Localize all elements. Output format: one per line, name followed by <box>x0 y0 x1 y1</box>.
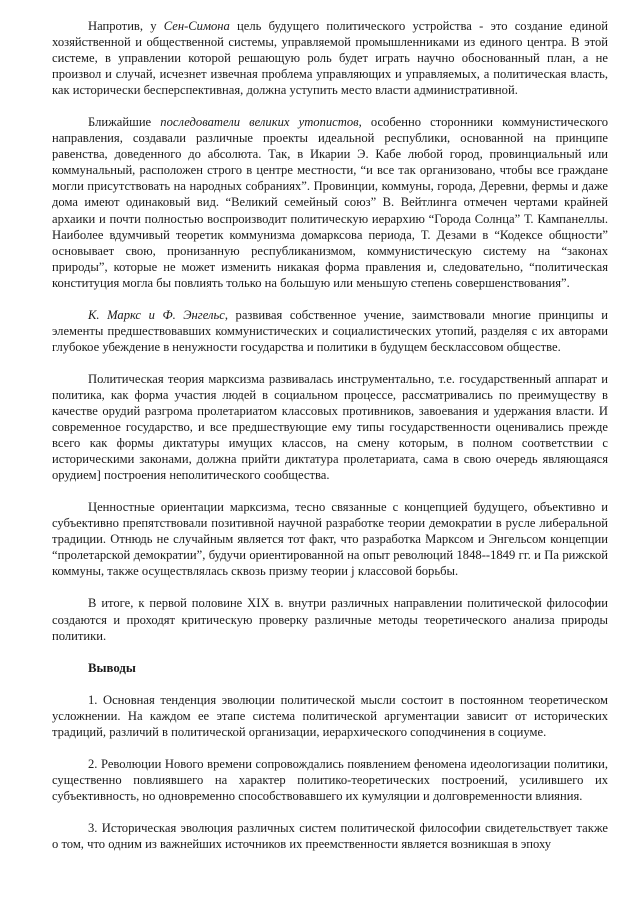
conclusion-item-2: 2. Революции Нового времени сопровождались появлением феномена идеологизации политики, существенно повлиявшего на характер политико-теоретических построений, усилившего их субъективность, но одновременно способствовавшего их кумуляции и долговременности влияния. <box>52 756 608 803</box>
paragraph-marxist-theory: Политическая теория марксизма развивалась инструментально, т.е. государственный аппарат и политика, как форма участия людей в социальном процессе, рассматривались по преимуществу в качестве орудий разгрома пролетариатом классовых противников, завоевания и удержания власти. И современное государство, и все предшествующие ему типы государственности оценивались прежде всего как формы диктатуры имущих классов, на смену которым, в полном соответствии с историческими законами, должна прийти диктатура пролетариата, сама в свою очередь являющаяся орудием] построения неполитического сообщества. <box>52 371 608 483</box>
italic-term: К. Маркс и Ф. Энгельс <box>88 307 225 322</box>
conclusion-item-3: 3. Историческая эволюция различных систем политической философии свидетельствует также о том, что одним из важнейших источников их преемственности является возникшая в эпоху <box>52 820 608 851</box>
paragraph-saint-simon: Напротив, у Сен-Симона цель будущего политического устройства - это создание единой хозяйственной и общественной системы, управляемой промышленниками из единого центра. В этой системе, в управлении которой решающую роль будет играть научно обоснованный план, а не произвол и случай, исчезнет извечная проблема управляющих и управляемых, а политическая власть, как исторически бесперспективная, должна уступить место власти административной. <box>52 19 608 98</box>
conclusion-item-1: 1. Основная тенденция эволюции политической мысли состоит в постоянном теоретическом усложнении. На каждом ее этапе система политической аргументации зависит от исторических традиций, различий в политической организации, иерархического соподчинения в социуме. <box>52 692 608 739</box>
section-heading-conclusions: Выводы <box>88 660 136 675</box>
italic-term: Сен-Симона <box>163 19 230 33</box>
paragraph-summary: В итоге, к первой половине XIX в. внутри различных направлении политической философии создаются и проходят критическую проверку различные методы теоретического анализа природы политики. <box>52 596 608 643</box>
paragraph-utopian-followers: Ближайшие последователи великих утопистов, особенно сторонники коммунистического направления, создавали различные проекты идеальной республики, основанной на принципе равенства, доведенного до абсолюта. Так, в Икарии Э. Кабе любой город, провинциальный или коммунальный, расположен строго в центре местности, “и все так организовано, чтобы все граждане могли присутствовать на народных собраниях”. Провинции, коммуны, города, Деревни, фермы и даже дома имеют одинаковый вид. “Великий семейный союз” В. Вейтлинга отмечен чертами крайней архаики и почти полностью воспроизводит политическую иерархию “Города Солнца” Т. Кампанеллы. Наиболее вдумчивый теоретик коммунизма домарксова периода, Т. Дезами в “Кодексе общности” основывает свою, пронизанную республиканизмом, коммунистическую систему на “законах природы”, которые не может изменить никакая форма правления и, следовательно, “политическая конституция могла бы повлиять только на большую или меньшую степень совершенствования”. <box>52 115 608 290</box>
italic-term: последователи великих утопистов <box>160 115 359 130</box>
paragraph-marx-engels: К. Маркс и Ф. Энгельс, развивая собственное учение, заимствовали многие принципы и элементы предшествовавших коммунистических и социалистических утопий, разделяя с их авторами глубокое убеждение в ненужности государства и политики в будущем бесклассовом обществе. <box>52 307 608 354</box>
document-page <box>52 18 608 852</box>
paragraph-value-orientations: Ценностные ориентации марксизма, тесно связанные с концепцией будущего, объективно и субъективно препятствовали позитивной научной разработке теории демократии в русле либеральной традиции. Отнюдь не случайным является тот факт, что разработка Марксом и Энгельсом концепции “пролетарской демократии”, будучи ориентированной на опыт революций 1848--1849 гг. и Па рижской коммуны, также осуществлялась сквозь призму теории j классовой борьбы. <box>52 500 608 579</box>
